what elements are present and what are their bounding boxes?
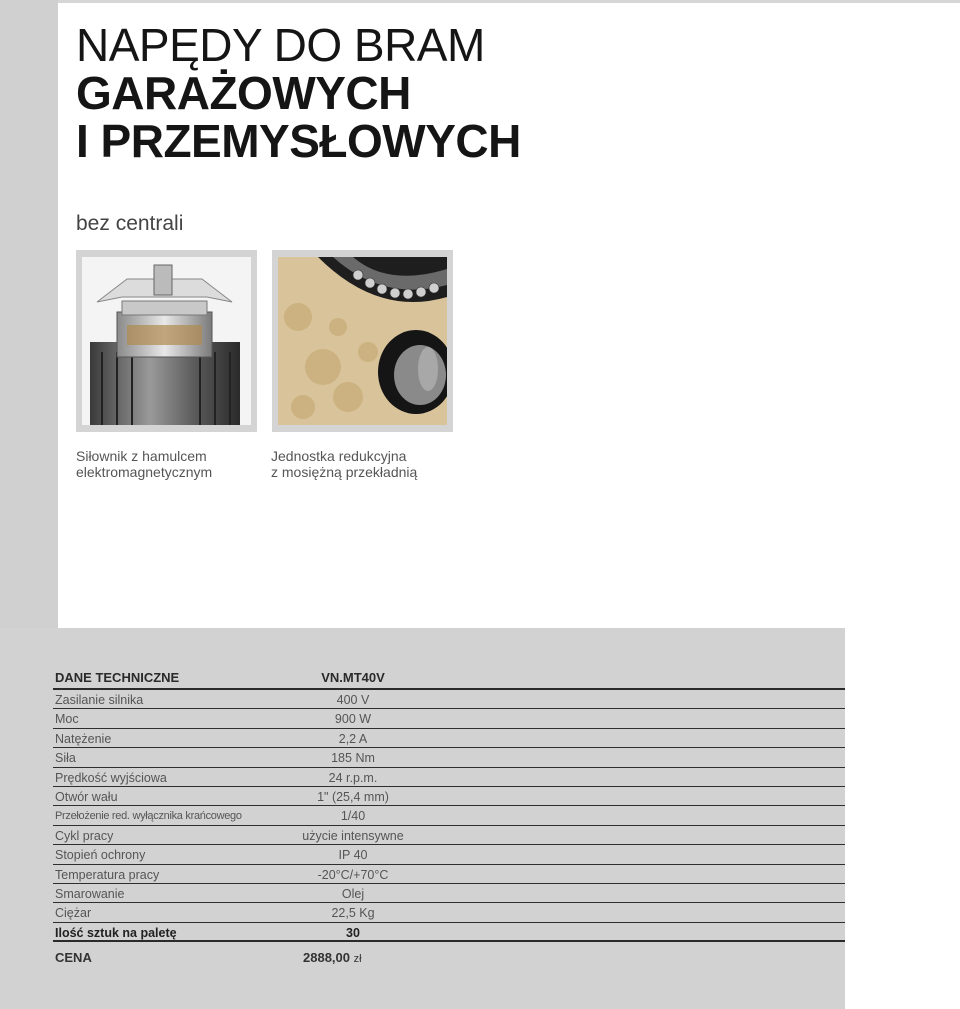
table-row (53, 729, 845, 748)
table-row (53, 884, 845, 903)
gear-image-icon (278, 257, 447, 425)
spec-value: 185 Nm (331, 751, 375, 766)
spec-label: Natężenie (55, 731, 112, 746)
spec-value: 24 r.p.m. (328, 770, 378, 785)
spec-value: 900 W (334, 712, 372, 727)
spec-value: Olej (341, 886, 365, 901)
title-line-2: GARAŻOWYCH (76, 67, 411, 119)
table-row (53, 787, 845, 806)
gear-photo (272, 250, 453, 432)
table-row (53, 845, 845, 864)
price-currency: zł (353, 953, 362, 966)
spec-label: Zasilanie silnika (55, 693, 144, 707)
spec-value: użycie intensywne (302, 828, 404, 843)
motor-caption-line-2: elektromagnetycznym (76, 464, 213, 480)
spec-value: 400 V (336, 693, 370, 707)
spec-label: Smarowanie (55, 886, 125, 901)
motor-caption-line-1: Siłownik z hamulcem (76, 448, 207, 464)
gear-caption (271, 448, 417, 480)
gear-caption-line-1: Jednostka redukcyjna (271, 448, 407, 464)
spec-label: Moc (55, 712, 79, 727)
top-divider (58, 0, 960, 3)
motor-photo (76, 250, 257, 432)
spec-label: Prędkość wyjściowa (55, 770, 167, 785)
spec-value: 2,2 A (338, 731, 368, 746)
spec-value: 30 (346, 925, 360, 940)
title-line-3: I PRZEMYSŁOWYCH (76, 115, 521, 167)
spec-value: 1" (25,4 mm) (317, 789, 389, 804)
table-row (53, 748, 845, 767)
table-row (53, 923, 845, 942)
title-line-1: NAPĘDY DO BRAM (76, 19, 485, 71)
price-value: 2888,00 (303, 950, 350, 966)
spec-heading: DANE TECHNICZNE (55, 670, 180, 685)
spec-value: IP 40 (338, 848, 368, 863)
price-label: CENA (55, 950, 92, 966)
spec-label: Siła (55, 751, 76, 766)
spec-value: 1/40 (340, 809, 366, 824)
spec-value: 22,5 Kg (331, 906, 375, 921)
spec-label: Cykl pracy (55, 828, 114, 843)
table-row (53, 903, 845, 922)
table-row (53, 806, 845, 825)
spec-label: Ilość sztuk na paletę (55, 925, 177, 940)
gear-caption-line-2: z mosiężną przekładnią (271, 464, 418, 480)
motor-caption (76, 448, 212, 480)
spec-value: -20°C/+70°C (317, 867, 389, 882)
table-row (53, 826, 845, 845)
spec-label: Temperatura pracy (55, 867, 160, 882)
page-title (76, 19, 521, 167)
spec-label: Otwór wału (55, 789, 118, 804)
table-row (53, 690, 845, 709)
side-strip (0, 0, 58, 628)
spec-label: Stopień ochrony (55, 848, 146, 863)
table-row (53, 768, 845, 787)
price-value-group (303, 950, 423, 965)
price-row (53, 942, 845, 970)
spec-label: Przełożenie red. wyłącznika krańcowego (55, 810, 242, 823)
subtitle: bez centrali (76, 212, 184, 235)
table-row (53, 709, 845, 728)
spec-label: Ciężar (55, 906, 92, 921)
spec-table-header (53, 668, 845, 690)
motor-image-icon (82, 257, 251, 425)
spec-table (53, 668, 845, 970)
table-row (53, 865, 845, 884)
spec-model: VN.MT40V (321, 670, 385, 685)
